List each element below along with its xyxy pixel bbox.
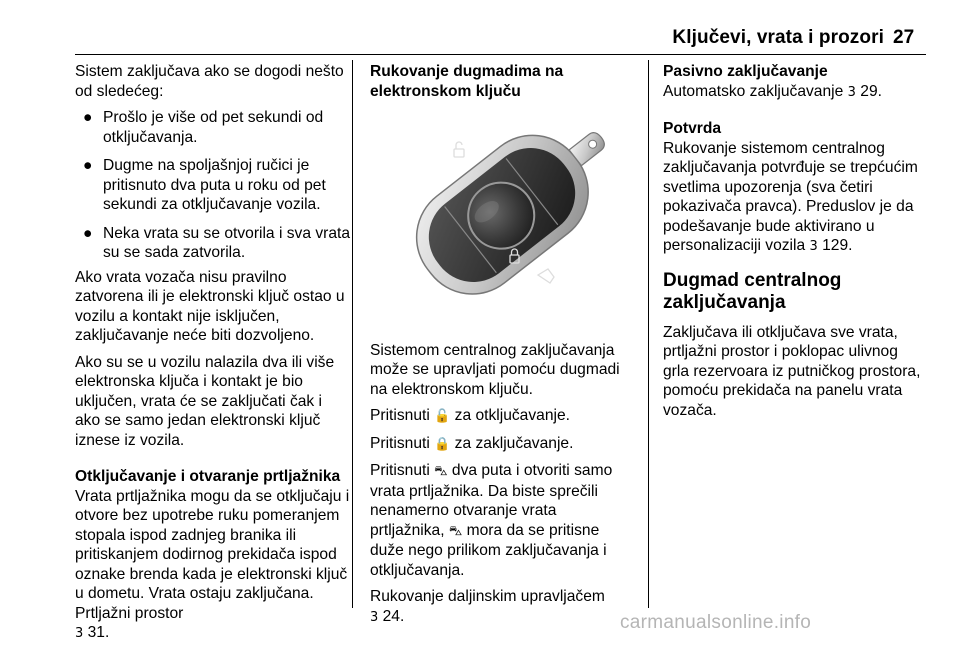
unlock-instruction: Pritisnuti 🔓 za otključavanje.	[370, 407, 570, 424]
bullet-text: Neka vrata su se otvorila i sva vrata su se sada zatvorila.	[103, 224, 351, 261]
header-rule	[75, 54, 926, 55]
lock-instruction: Pritisnuti 🔒 za zaključavanje.	[370, 434, 574, 452]
bullet-text: Dugme na spoljašnjoj ručici je pritisnuto dva puta u roku od pet sekundi za otključavanje vozila.	[103, 157, 326, 213]
electronic-key-illustration	[370, 105, 635, 325]
bullet-item	[75, 224, 350, 263]
unlock-icon: 🔓	[434, 409, 451, 424]
passive-locking-text: Automatsko zaključavanje 3 29.	[663, 82, 882, 100]
ref-arrow-icon: 3	[847, 84, 856, 100]
central-locking-buttons-heading: Dugmad centralnog zaključavanja	[663, 269, 842, 313]
confirmation-text: Rukovanje sistemom centralnog zaključavanja potvrđuje se trepćućim svetlima upozorenja (sva četiri pokazivača pravca). Preduslov je da podešavanje bude aktivirano u personalizaciji vozila 3 129.	[663, 139, 918, 254]
bullet-dot: ●	[83, 157, 93, 174]
ref-page[interactable]: 129.	[822, 237, 853, 254]
ref-page[interactable]: 29.	[860, 82, 882, 100]
trunk-heading: Otključavanje i otvaranje prtljažnika	[75, 468, 341, 485]
ref-arrow-icon: 3	[370, 609, 379, 625]
page-header-title: Ključevi, vrata i prozori	[672, 27, 884, 48]
ref-arrow-icon: 3	[809, 239, 818, 254]
two-keys-paragraph: Ako su se u vozilu nalazila dva ili više elektronska ključa i kontakt je bio uključen, vrata će se zaključati čak i ako se samo jedan elektronski ključ iznese iz vozila.	[75, 353, 335, 449]
bullet-text: Prošlo je više od pet sekundi od otključavanja.	[103, 109, 324, 146]
central-locking-buttons-text: Zaključava ili otključava sve vrata, prtljažni prostor i poklopac ulivnog grla rezervoara iz putničkog prostora, pomoću prekidača na panelu vrata vozača.	[663, 323, 921, 419]
ref-page[interactable]: 31.	[87, 624, 110, 641]
unlock-button-icon	[454, 142, 464, 157]
ref-arrow-icon: 3	[75, 626, 84, 641]
bullet-dot: ●	[83, 224, 93, 242]
trunk-paragraph	[75, 487, 350, 644]
trunk-button-icon	[538, 269, 554, 283]
bullet-item	[75, 108, 350, 147]
bullet-dot: ●	[83, 109, 93, 126]
column-middle	[370, 62, 635, 634]
confirmation-heading: Potvrda	[663, 120, 722, 137]
lock-icon: 🔒	[434, 436, 451, 452]
trunk-instruction: Pritisnuti ⛍ dva puta i otvoriti samo vrata prtljažnika. Da biste sprečili nenamerno otvaranje vrata prtljažnika, ⛍ mora da se pritisne duže nego prilikom zaključavanja i otključavanja.	[370, 462, 613, 579]
watermark: carmanualsonline.info	[620, 612, 812, 633]
column-left	[75, 62, 350, 651]
trunk-icon: ⛍	[434, 464, 448, 479]
bullet-item	[75, 156, 350, 215]
column-right	[663, 62, 928, 427]
central-locking-paragraph: Sistemom centralnog zaključavanja može se upravljati pomoću dugmadi na elektronskom ključu.	[370, 341, 620, 398]
passive-locking-heading: Pasivno zaključavanje	[663, 63, 828, 80]
page-number: 27	[893, 27, 915, 48]
remote-control-reference: Rukovanje daljinskim upravljačem 3 24.	[370, 588, 605, 625]
trunk-text: Vrata prtljažnika mogu da se otključaju i otvore bez upotrebe ruku pomeranjem stopala ispod zadnjeg branika ili pritiskanjem dodirnog prekidača ispod oznake brenda kada je elektronski ključ u dometu. Vrata ostaju zaključana. Prtljažni prostor	[75, 487, 350, 622]
key-buttons-heading: Rukovanje dugmadima na elektronskom ključu	[370, 63, 564, 100]
ref-page[interactable]: 24.	[382, 607, 405, 625]
driver-door-paragraph: Ako vrata vozača nisu pravilno zatvorena ili je elektronski ključ ostao u vozilu a kontakt nije isključen, zaključavanje neće biti dozvoljeno.	[75, 268, 345, 344]
intro-text: Sistem zaključava ako se dogodi nešto od sledećeg:	[75, 63, 344, 100]
trunk-icon: ⛍	[448, 523, 463, 539]
column-divider	[352, 60, 353, 608]
column-divider	[648, 60, 649, 608]
